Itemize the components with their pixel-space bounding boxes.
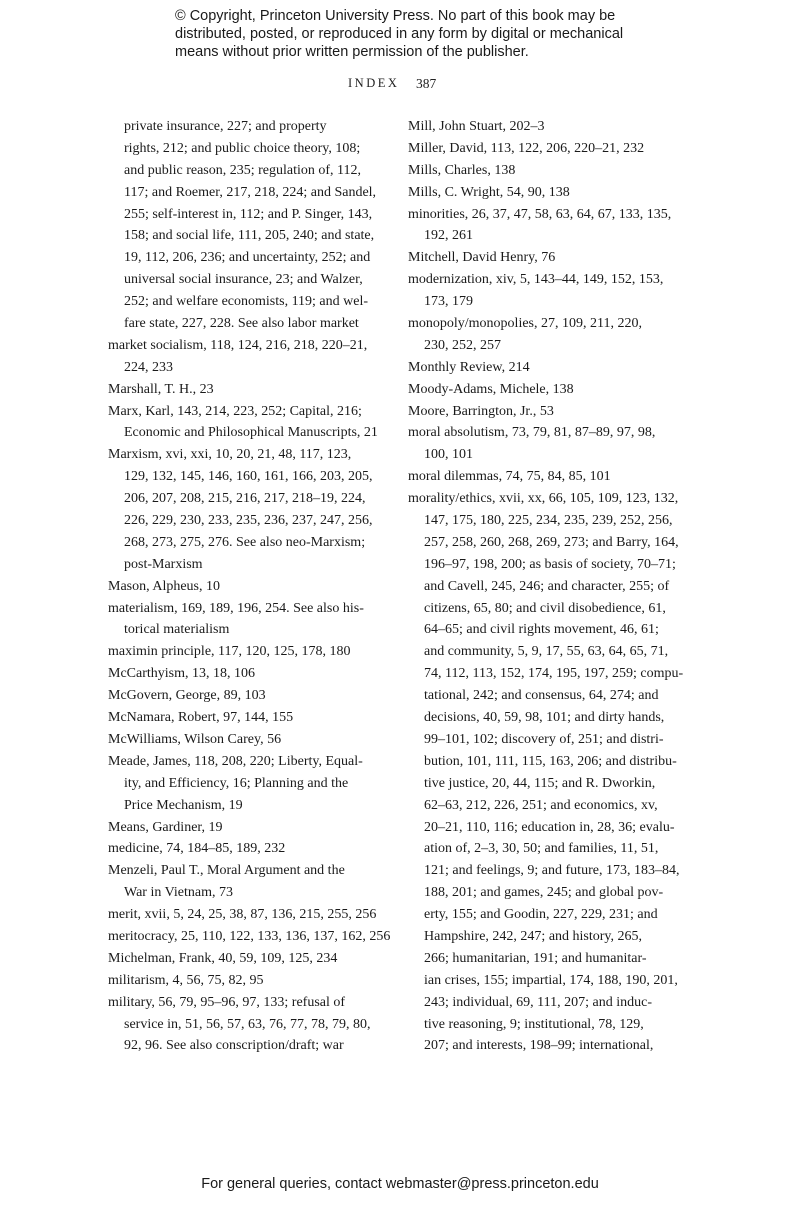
footer-contact: For general queries, contact webmaster@press.princeton.edu — [201, 1176, 599, 1192]
index-line: Meade, James, 118, 208, 220; Liberty, Equal- — [108, 753, 363, 769]
index-line: universal social insurance, 23; and Walzer, — [124, 272, 363, 288]
index-line: Mills, C. Wright, 54, 90, 138 — [408, 184, 570, 200]
index-line: maximin principle, 117, 120, 125, 178, 180 — [108, 644, 351, 660]
index-line: bution, 101, 111, 115, 163, 206; and distribu- — [424, 753, 677, 769]
index-line: Hampshire, 242, 247; and history, 265, — [424, 928, 643, 944]
index-line: 255; self-interest in, 112; and P. Singer, 143, — [124, 206, 373, 222]
index-line: citizens, 65, 80; and civil disobedience, 61, — [424, 600, 666, 616]
index-line: and Cavell, 245, 246; and character, 255; of — [424, 578, 670, 594]
index-column-right — [408, 116, 700, 1057]
index-line: ian crises, 155; impartial, 174, 188, 190, 201, — [424, 972, 678, 988]
index-line: 158; and social life, 111, 205, 240; and state, — [124, 228, 375, 244]
index-line: 206, 207, 208, 215, 216, 217, 218–19, 224, — [124, 491, 366, 507]
index-line: 226, 229, 230, 233, 235, 236, 237, 247, 256, — [124, 513, 373, 529]
index-line: moral dilemmas, 74, 75, 84, 85, 101 — [408, 469, 611, 485]
index-line: 121; and feelings, 9; and future, 173, 183–84, — [424, 863, 680, 879]
index-line: War in Vietnam, 73 — [124, 885, 233, 901]
index-line: 19, 112, 206, 236; and uncertainty, 252; and — [124, 250, 371, 266]
index-line: 99–101, 102; discovery of, 251; and distri- — [424, 731, 664, 747]
index-line: 257, 258, 260, 268, 269, 273; and Barry, 164, — [424, 534, 679, 550]
index-line: minorities, 26, 37, 47, 58, 63, 64, 67, 133, 135, — [408, 206, 672, 222]
index-line: Mason, Alpheus, 10 — [108, 578, 220, 594]
index-line: 207; and interests, 198–99; international, — [424, 1038, 654, 1054]
index-line: 64–65; and civil rights movement, 46, 61; — [424, 622, 659, 638]
index-line: 243; individual, 69, 111, 207; and induc- — [424, 994, 652, 1010]
index-line: materialism, 169, 189, 196, 254. See also his- — [108, 600, 364, 616]
index-line: Menzeli, Paul T., Moral Argument and the — [108, 863, 345, 879]
index-line: Marshall, T. H., 23 — [108, 381, 214, 397]
index-line: Michelman, Frank, 40, 59, 109, 125, 234 — [108, 950, 338, 966]
index-line: erty, 155; and Goodin, 227, 229, 231; and — [424, 907, 658, 923]
index-line: Moore, Barrington, Jr., 53 — [408, 403, 554, 419]
index-line: market socialism, 118, 124, 216, 218, 220–21, — [108, 337, 368, 353]
index-line: fare state, 227, 228. See also labor market — [124, 316, 359, 332]
index-line: 266; humanitarian, 191; and humanitar- — [424, 950, 647, 966]
index-line: and community, 5, 9, 17, 55, 63, 64, 65, 71, — [424, 644, 669, 660]
index-column-left — [108, 116, 408, 1057]
running-head-label: INDEX — [348, 76, 400, 90]
index-line: meritocracy, 25, 110, 122, 133, 136, 137, 162, 256 — [108, 928, 391, 944]
index-line: 252; and welfare economists, 119; and wel- — [124, 294, 369, 310]
index-line: Mill, John Stuart, 202–3 — [408, 119, 545, 134]
index-line: post-Marxism — [124, 556, 203, 572]
index-line: rights, 212; and public choice theory, 108; — [124, 140, 361, 156]
copyright-line: © Copyright, Princeton University Press. No part of this book may be — [175, 8, 616, 24]
index-line: 173, 179 — [424, 294, 473, 310]
index-line: tive reasoning, 9; institutional, 78, 129, — [424, 1016, 644, 1032]
index-line: Miller, David, 113, 122, 206, 220–21, 232 — [408, 140, 645, 156]
index-line: merit, xvii, 5, 24, 25, 38, 87, 136, 215, 255, 256 — [108, 907, 377, 923]
index-line: and public reason, 235; regulation of, 112, — [124, 162, 362, 178]
index-line: military, 56, 79, 95–96, 97, 133; refusal of — [108, 994, 346, 1010]
index-line: morality/ethics, xvii, xx, 66, 105, 109, 123, 132, — [408, 491, 679, 507]
index-line: Monthly Review, 214 — [408, 359, 530, 375]
index-line: Marxism, xvi, xxi, 10, 20, 21, 48, 117, 123, — [108, 447, 352, 463]
index-line: 224, 233 — [124, 359, 173, 375]
index-line: McNamara, Robert, 97, 144, 155 — [108, 710, 294, 726]
index-line: McWilliams, Wilson Carey, 56 — [108, 731, 282, 747]
index-line: Economic and Philosophical Manuscripts, 21 — [124, 425, 378, 441]
index-line: Marx, Karl, 143, 214, 223, 252; Capital, 216; — [108, 403, 362, 419]
index-line: monopoly/monopolies, 27, 109, 211, 220, — [408, 316, 642, 332]
index-line: ation of, 2–3, 30, 50; and families, 11, 51, — [424, 841, 659, 857]
index-line: Means, Gardiner, 19 — [108, 819, 223, 835]
index-line: 192, 261 — [424, 228, 473, 244]
index-line: Price Mechanism, 19 — [124, 797, 243, 813]
index-line: tive justice, 20, 44, 115; and R. Dworkin, — [424, 775, 656, 791]
index-line: 147, 175, 180, 225, 234, 235, 239, 252, 256, — [424, 513, 673, 529]
index-line: 62–63, 212, 226, 251; and economics, xv, — [424, 797, 658, 813]
index-line: 100, 101 — [424, 447, 473, 463]
index-line: 196–97, 198, 200; as basis of society, 70–71; — [424, 556, 676, 572]
copyright-line: means without prior written permission of the publisher. — [175, 44, 529, 60]
index-line: Mitchell, David Henry, 76 — [408, 250, 556, 266]
index-line: militarism, 4, 56, 75, 82, 95 — [108, 972, 264, 988]
index-line: 117; and Roemer, 217, 218, 224; and Sandel, — [124, 184, 377, 200]
index-line: 230, 252, 257 — [424, 337, 501, 353]
index-line: ity, and Efficiency, 16; Planning and the — [124, 775, 349, 791]
index-line: 20–21, 110, 116; education in, 28, 36; evalu- — [424, 819, 675, 835]
index-line: service in, 51, 56, 57, 63, 76, 77, 78, 79, 80, — [124, 1016, 371, 1032]
index-line: private insurance, 227; and property — [124, 119, 327, 134]
copyright-line: distributed, posted, or reproduced in any form by digital or mechanical — [175, 26, 624, 42]
index-line: McCarthyism, 13, 18, 106 — [108, 666, 255, 682]
index-line: tational, 242; and consensus, 64, 274; and — [424, 688, 659, 704]
index-line: 92, 96. See also conscription/draft; war — [124, 1038, 344, 1054]
index-line: moral absolutism, 73, 79, 81, 87–89, 97, 98, — [408, 425, 656, 441]
index-line: 188, 201; and games, 245; and global pov- — [424, 885, 664, 901]
page-number: 387 — [416, 76, 437, 91]
index-line: Mills, Charles, 138 — [408, 162, 516, 178]
index-line: medicine, 74, 184–85, 189, 232 — [108, 841, 286, 857]
index-line: Moody-Adams, Michele, 138 — [408, 381, 574, 397]
index-line: torical materialism — [124, 622, 230, 638]
index-line: McGovern, George, 89, 103 — [108, 688, 266, 704]
index-line: 74, 112, 113, 152, 174, 195, 197, 259; compu- — [424, 666, 684, 682]
index-line: 129, 132, 145, 146, 160, 161, 166, 203, 205, — [124, 469, 373, 485]
running-head — [0, 76, 800, 92]
copyright-notice — [175, 7, 645, 61]
index-line: 268, 273, 275, 276. See also neo-Marxism; — [124, 534, 366, 550]
index-line: modernization, xiv, 5, 143–44, 149, 152, 153, — [408, 272, 664, 288]
index-line: decisions, 40, 59, 98, 101; and dirty hands, — [424, 710, 665, 726]
